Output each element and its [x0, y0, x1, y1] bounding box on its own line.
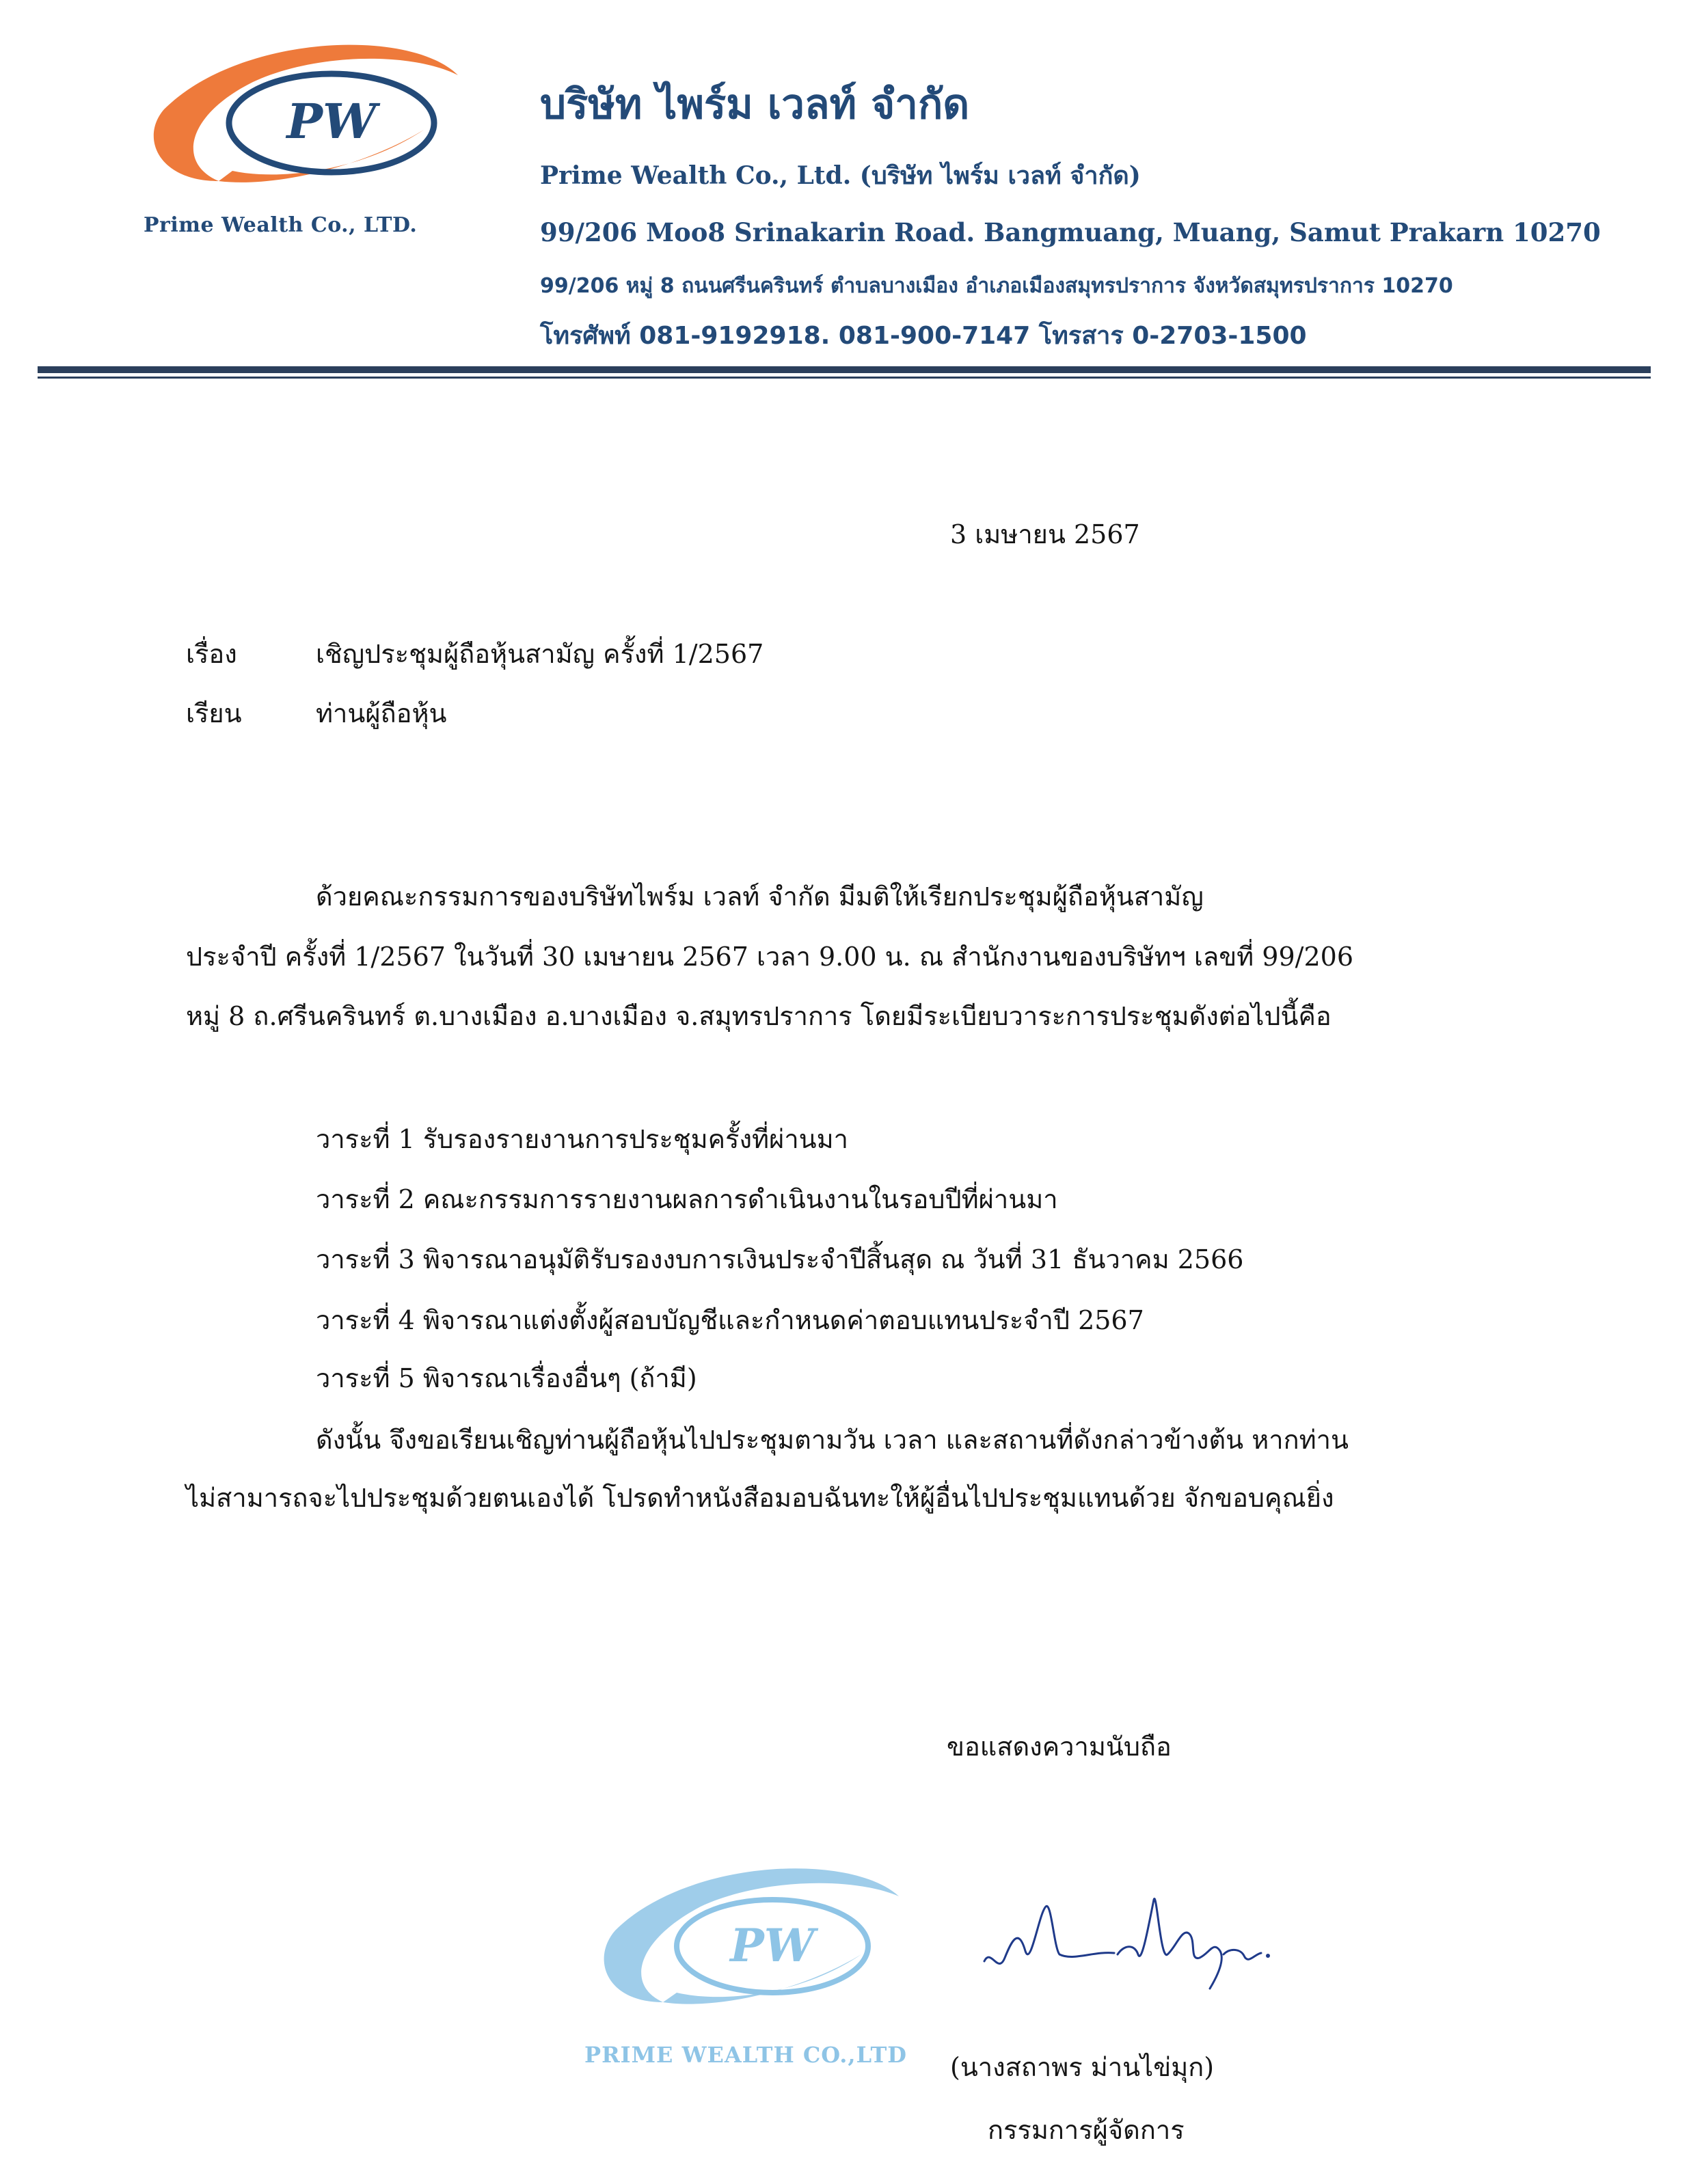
intro-line: ด้วยคณะกรรมการของบริษัทไพร์ม เวลท์ จำกัด มีมติให้เรียกประชุมผู้ถือหุ้นสามัญ — [316, 882, 1204, 912]
address-en: 99/206 Moo8 Srinakarin Road. Bangmuang, Muang, Samut Prakarn 10270 — [540, 217, 1601, 247]
recipient-text: ท่านผู้ถือหุ้น — [316, 698, 447, 728]
signature — [977, 1886, 1278, 1995]
address-th: 99/206 หมู่ 8 ถนนศรีนครินทร์ ตำบลบางเมือง อำเภอเมืองสมุทรปราการ จังหวัดสมุทรปราการ 10270 — [540, 274, 1453, 298]
stamp-mark — [584, 1859, 926, 2036]
signer-title: กรรมการผู้จัดการ — [988, 2115, 1185, 2145]
intro-line: ประจำปี ครั้งที่ 1/2567 ในวันที่ 30 เมษายน 2567 เวลา 9.00 น. ณ สำนักงานของบริษัทฯ เลขที่ 99/206 — [186, 942, 1353, 972]
letter-date: 3 เมษายน 2567 — [950, 519, 1140, 549]
company-logo-mark — [137, 34, 492, 212]
signature-scribble — [977, 1886, 1278, 1995]
subject-label: เรื่อง — [186, 639, 237, 669]
intro-line: หมู่ 8 ถ.ศรีนครินทร์ ต.บางเมือง อ.บางเมือง จ.สมุทรปราการ โดยมีระเบียบวาระการประชุมดังต่อไปนี้คือ — [186, 1001, 1332, 1031]
phone-fax: โทรศัพท์ 081-9192918. 081-900-7147 โทรสาร 0-2703-1500 — [540, 322, 1307, 350]
letterhead-divider — [38, 366, 1651, 373]
agenda-item: วาระที่ 5 พิจารณาเรื่องอื่นๆ (ถ้ามี) — [316, 1363, 697, 1393]
company-stamp — [584, 1859, 926, 2084]
logo-monogram: PW — [286, 93, 377, 150]
stamp-monogram: PW — [730, 1919, 815, 1972]
signer-name: (นางสถาพร ม่านไข่มุก) — [950, 2052, 1215, 2082]
conclusion-line: ดังนั้น จึงขอเรียนเชิญท่านผู้ถือหุ้นไปประชุมตามวัน เวลา และสถานที่ดังกล่าวข้างต้น หากท่าน — [316, 1425, 1349, 1455]
logo-caption: Prime Wealth Co., LTD. — [144, 213, 418, 237]
company-logo — [137, 34, 492, 260]
company-name-en: Prime Wealth Co., Ltd. (บริษัท ไพร์ม เวลท์ จำกัด) — [540, 161, 1141, 190]
subject-text: เชิญประชุมผู้ถือหุ้นสามัญ ครั้งที่ 1/2567 — [316, 639, 764, 669]
agenda-item: วาระที่ 3 พิจารณาอนุมัติรับรองงบการเงินประจำปีสิ้นสุด ณ วันที่ 31 ธันวาคม 2566 — [316, 1244, 1244, 1274]
company-name-th: บริษัท ไพร์ม เวลท์ จำกัด — [540, 81, 970, 128]
letterhead-divider-thin — [38, 377, 1651, 379]
agenda-item: วาระที่ 4 พิจารณาแต่งตั้งผู้สอบบัญชีและกำหนดค่าตอบแทนประจำปี 2567 — [316, 1305, 1144, 1335]
recipient-label: เรียน — [186, 698, 242, 728]
agenda-item: วาระที่ 2 คณะกรรมการรายงานผลการดำเนินงานในรอบปีที่ผ่านมา — [316, 1184, 1058, 1214]
agenda-item: วาระที่ 1 รับรองรายงานการประชุมครั้งที่ผ่านมา — [316, 1124, 849, 1154]
stamp-caption: PRIME WEALTH CO.,LTD — [584, 2042, 908, 2068]
conclusion-line: ไม่สามารถจะไปประชุมด้วยตนเองได้ โปรดทำหนังสือมอบฉันทะให้ผู้อื่นไปประชุมแทนด้วย จักขอบคุณยิ่ง — [186, 1483, 1334, 1513]
closing-text: ขอแสดงความนับถือ — [947, 1732, 1172, 1762]
